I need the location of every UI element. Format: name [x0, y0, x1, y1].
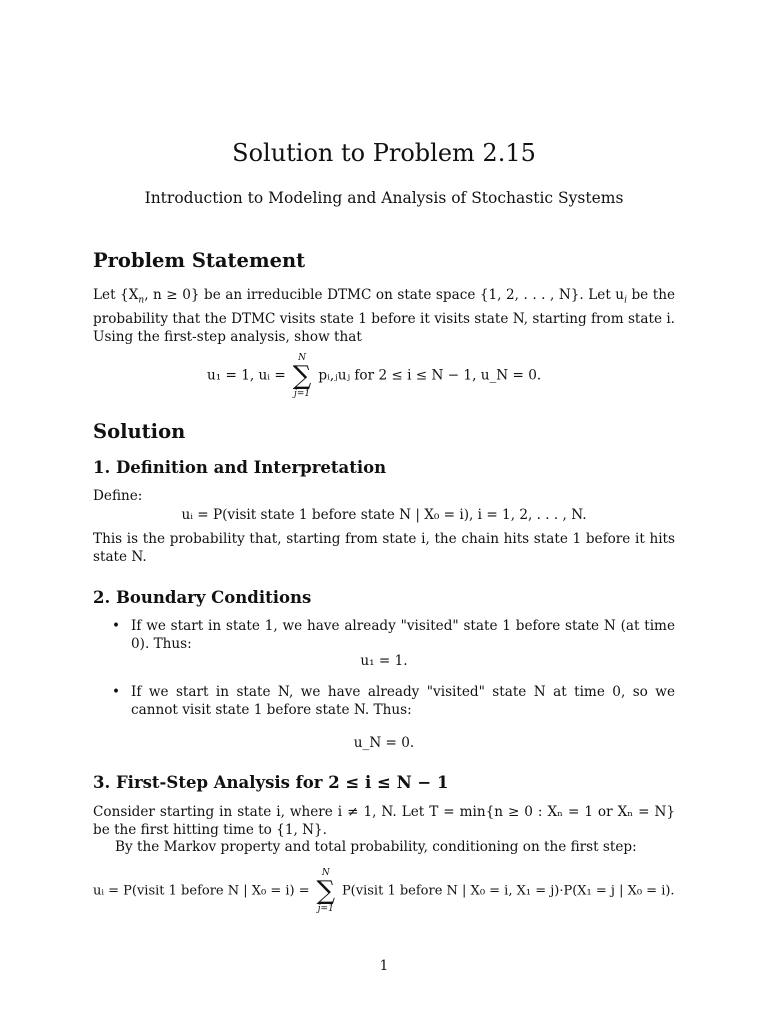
- first-step-eq-left: uᵢ = P(visit 1 before N | X₀ = i) =: [93, 883, 310, 899]
- subsection-boundary: 2. Boundary Conditions: [93, 588, 312, 607]
- problem-eq-right: pᵢ,ⱼuⱼ for 2 ≤ i ≤ N − 1, u_N = 0.: [318, 367, 542, 384]
- boundary-eq-2: u_N = 0.: [353, 735, 415, 751]
- define-label: Define:: [93, 488, 143, 504]
- subsection-definition: 1. Definition and Interpretation: [93, 458, 387, 477]
- boundary-eq-1: u₁ = 1.: [360, 653, 408, 669]
- boundary-bullet-1: If we start in state 1, we have already "visited" state 1 before state N (at time 0). Thus:: [131, 618, 675, 652]
- first-step-equation: [93, 868, 675, 914]
- sum-upper-limit: N: [321, 868, 330, 878]
- problem-text-4: i: [624, 295, 627, 306]
- sum-lower-limit: j=1: [317, 904, 334, 914]
- document-subtitle: Introduction to Modeling and Analysis of Stochastic Systems: [144, 189, 624, 207]
- bullet-icon: •: [112, 684, 121, 700]
- first-step-paragraph-2: By the Markov property and total probability, conditioning on the first step:: [115, 839, 637, 855]
- problem-text-1: Let {X: [93, 287, 139, 303]
- summation-symbol: [314, 868, 338, 914]
- problem-paragraph: [93, 286, 675, 346]
- problem-text-3: , n ≥ 0} be an irreducible DTMC on state space {1, 2, . . . , N}. Let u: [144, 287, 625, 303]
- definition-explanation: This is the probability that, starting from state i, the chain hits state 1 before it hits state N.: [93, 531, 675, 565]
- problem-text-2: n: [138, 295, 145, 306]
- first-step-paragraph-1: Consider starting in state i, where i ≠ 1, N. Let T = min{n ≥ 0 : Xₙ = 1 or Xₙ = N} be the first hitting time to {1, N}.: [93, 804, 675, 838]
- subsection-first-step: 3. First-Step Analysis for 2 ≤ i ≤ N − 1: [93, 773, 449, 792]
- problem-eq-left: u₁ = 1, uᵢ =: [207, 367, 286, 384]
- problem-equation: [207, 353, 541, 399]
- page-number: 1: [379, 958, 389, 974]
- first-step-eq-right: P(visit 1 before N | X₀ = i, X₁ = j)·P(X₁ = j | X₀ = i).: [341, 883, 675, 899]
- sum-lower-limit: j=1: [294, 389, 311, 399]
- problem-text-5: be the probability that the DTMC visits state 1 before it visits state N, starting from state i. Using the first-step analysis, show that: [93, 287, 675, 345]
- section-problem-statement: Problem Statement: [93, 249, 306, 272]
- summation-symbol: [290, 353, 314, 399]
- sigma-icon: ∑: [292, 361, 312, 391]
- bullet-icon: •: [112, 618, 121, 634]
- sum-upper-limit: N: [298, 353, 306, 363]
- document-title: Solution to Problem 2.15: [232, 139, 536, 167]
- definition-equation: uᵢ = P(visit state 1 before state N | X₀ = i), i = 1, 2, . . . , N.: [181, 507, 587, 523]
- section-solution: Solution: [93, 420, 186, 443]
- sigma-icon: ∑: [316, 876, 336, 906]
- boundary-bullet-2: If we start in state N, we have already "visited" state N at time 0, so we cannot visit state 1 before state N. Thus:: [131, 684, 675, 718]
